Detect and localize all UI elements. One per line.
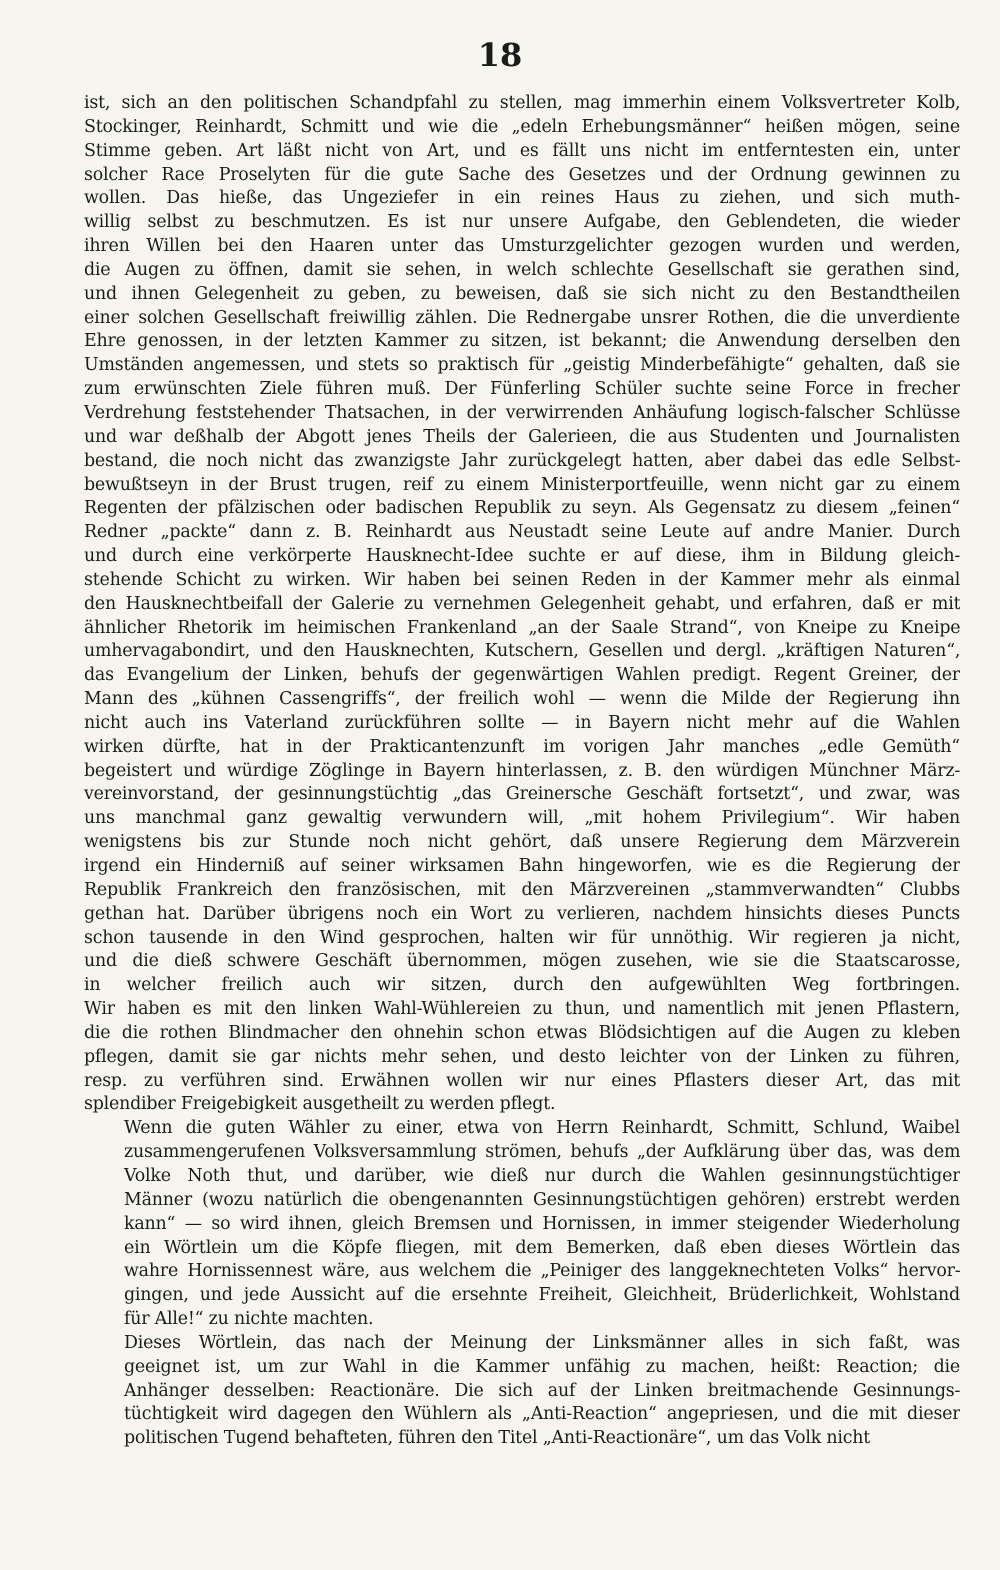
text-line: gingen, und jede Aussicht auf die ersehnte Freiheit, Gleichheit, Brüderlichkeit, Wohlstand — [124, 1285, 960, 1306]
text-line: gethan hat. Darüber übrigens noch ein Wort zu verlieren, nachdem hinsichts dieses Puncts — [84, 903, 960, 924]
page-number: 18 — [477, 36, 523, 74]
text-line: splendiber Freigebigkeit ausgetheilt zu werden pflegt. — [84, 1094, 556, 1115]
text-line: Männer (wozu natürlich die obengenannten Gesinnungstüchtigen gehören) erstrebt werden — [124, 1189, 960, 1210]
text-line: umhervagabondirt, und den Hausknechten, Kutschern, Gesellen und dergl. „kräftigen Naturen“, — [84, 641, 960, 662]
text-line: und ihnen Gelegenheit zu geben, zu beweisen, daß sie sich nicht zu den Bestandtheilen — [84, 283, 960, 304]
text-line: einer solchen Gesellschaft freiwillig zählen. Die Rednergabe unsrer Rothen, die die unverdiente — [84, 307, 960, 328]
text-line: kann“ — so wird ihnen, gleich Bremsen und Hornissen, in immer steigender Wiederholung — [124, 1213, 960, 1234]
text-line: wirken dürfte, hat in der Prakticantenzunft im vorigen Jahr manches „edle Gemüth“ — [84, 736, 960, 757]
text-line: Stimme geben. Art läßt nicht von Art, und es fällt uns nicht im entferntesten ein, unter — [84, 140, 960, 161]
paragraph — [84, 1332, 960, 1451]
body-text — [84, 92, 960, 1451]
text-line: geeignet ist, um zur Wahl in die Kammer unfähig zu machen, heißt: Reaction; die — [124, 1356, 960, 1377]
text-line: Ehre genossen, in der letzten Kammer zu sitzen, ist bekannt; die Anwendung derselben den — [84, 331, 960, 352]
paragraph — [84, 92, 960, 1117]
text-line: Stockinger, Reinhardt, Schmitt und wie die „edeln Erhebungsmänner“ heißen mögen, seine — [84, 116, 960, 137]
text-line: Verdrehung feststehender Thatsachen, in der verwirrenden Anhäufung logisch-falscher Schlüsse — [84, 402, 960, 423]
text-line: Wir haben es mit den linken Wahl-Wühlereien zu thun, und namentlich mit jenen Pflastern, — [84, 999, 960, 1020]
text-line: Umständen angemessen, und stets so praktisch für „geistig Minderbefähigte“ gehalten, daß sie — [84, 355, 960, 376]
text-line: politischen Tugend behafteten, führen den Titel „Anti-Reactionäre“, um das Volk nicht — [124, 1428, 871, 1449]
text-line: bestand, die noch nicht das zwanzigste Jahr zurückgelegt hatten, aber dabei das edle Selbst- — [84, 450, 960, 471]
paragraph — [84, 1117, 960, 1332]
text-line: zum erwünschten Ziele führen muß. Der Fünferling Schüler suchte seine Force in frecher — [84, 379, 960, 400]
text-line: vereinvorstand, der gesinnungstüchtig „das Greinersche Geschäft fortsetzt“, und zwar, was — [84, 784, 960, 805]
text-line: tüchtigkeit wird dagegen den Wühlern als „Anti-Reaction“ angepriesen, und die mit dieser — [124, 1404, 960, 1425]
text-line: ist, sich an den politischen Schandpfahl zu stellen, mag immerhin einem Volksvertreter Kolb, — [84, 93, 960, 113]
text-line: willig selbst zu beschmutzen. Es ist nur unsere Aufgabe, den Geblendeten, die wieder — [84, 212, 960, 233]
text-line: irgend ein Hinderniß auf seiner wirksamen Bahn hingeworfen, wie es die Regierung der — [84, 856, 960, 876]
text-line: Redner „packte“ dann z. B. Reinhardt aus Neustadt seine Leute auf andre Manier. Durch — [84, 522, 960, 543]
text-line: stehende Schicht zu wirken. Wir haben bei seinen Reden in der Kammer mehr als einmal — [84, 569, 960, 590]
text-line: wahre Hornissennest wäre, aus welchem die „Peiniger des langgeknechteten Volks“ hervor- — [124, 1261, 960, 1282]
text-line: Wenn die guten Wähler zu einer, etwa von Herrn Reinhardt, Schmitt, Schlund, Waibel — [124, 1118, 960, 1139]
text-line: und die dieß schwere Geschäft übernommen, mögen zusehen, wie sie die Staatscarosse, — [84, 951, 960, 972]
text-line: den Hausknechtbeifall der Galerie zu vernehmen Gelegenheit gehabt, und erfahren, daß er mit — [84, 593, 960, 614]
text-line: Republik Frankreich den französischen, mit den Märzvereinen „stammverwandten“ Clubbs — [84, 879, 960, 900]
text-line: wollen. Das hieße, das Ungeziefer in ein reines Haus zu ziehen, und sich muth- — [84, 188, 960, 209]
text-line: ein Wörtlein um die Köpfe fliegen, mit dem Bemerken, daß eben dieses Wörtlein das — [124, 1237, 960, 1258]
text-line: resp. zu verführen sind. Erwähnen wollen wir nur eines Pflasters dieser Art, das mit — [84, 1070, 960, 1091]
text-line: solcher Race Proselyten für die gute Sache des Gesetzes und der Ordnung gewinnen zu — [84, 164, 960, 185]
text-line: begeistert und würdige Zöglinge in Bayern hinterlassen, z. B. den würdigen Münchner März- — [84, 760, 960, 781]
text-line: nicht auch ins Vaterland zurückführen sollte — in Bayern nicht mehr auf die Wahlen — [84, 712, 960, 733]
text-line: die Augen zu öffnen, damit sie sehen, in welch schlechte Gesellschaft sie gerathen sind, — [84, 259, 960, 280]
text-line: die die rothen Blindmacher den ohnehin schon etwas Blödsichtigen auf die Augen zu kleben — [84, 1022, 960, 1043]
text-line: in welcher freilich auch wir sitzen, durch den aufgewühlten Weg fortbringen. — [84, 975, 960, 996]
text-line: Anhänger desselben: Reactionäre. Die sich auf der Linken breitmachende Gesinnungs- — [124, 1380, 960, 1401]
text-line: wenigstens bis zur Stunde noch nicht gehört, daß unsere Regierung dem Märzverein — [84, 832, 960, 853]
text-line: Dieses Wörtlein, das nach der Meinung der Linksmänner alles in sich faßt, was — [124, 1332, 960, 1353]
text-line: ihren Willen bei den Haaren unter das Umsturzgelichter gezogen wurden und werden, — [84, 236, 960, 257]
text-line: pflegen, damit sie gar nichts mehr sehen, und desto leichter von der Linken zu führen, — [84, 1046, 960, 1067]
text-line: Mann des „kühnen Cassengriffs“, der freilich wohl — wenn die Milde der Regierung ihn — [84, 689, 960, 710]
text-line: schon tausende in den Wind gesprochen, halten wir für unnöthig. Wir regieren ja nicht, — [84, 927, 960, 948]
text-line: uns manchmal ganz gewaltig verwundern will, „mit hohem Privilegium“. Wir haben — [84, 808, 960, 829]
text-line: das Evangelium der Linken, behufs der gegenwärtigen Wahlen predigt. Regent Greiner, der — [84, 665, 960, 686]
text-line: Volke Noth thut, und darüber, wie dieß nur durch die Wahlen gesinnungstüchtiger — [124, 1165, 960, 1186]
text-line: und war deßhalb der Abgott jenes Theils der Galerieen, die aus Studenten und Journalisten — [84, 426, 960, 447]
text-line: Regenten der pfälzischen oder badischen Republik zu seyn. Als Gegensatz zu diesem „feinen“ — [84, 498, 960, 519]
text-line: für Alle!“ zu nichte machten. — [124, 1309, 374, 1330]
text-line: zusammengerufenen Volksversammlung strömen, behufs „der Aufklärung über das, was dem — [124, 1142, 960, 1163]
text-line: bewußtseyn in der Brust trugen, reif zu einem Ministerportfeuille, wenn nicht gar zu einem — [84, 474, 960, 495]
text-line: und durch eine verkörperte Hausknecht-Idee suchte er auf diese, ihm in Bildung gleich- — [84, 546, 960, 567]
text-line: ähnlicher Rhetorik im heimischen Frankenland „an der Saale Strand“, von Kneipe zu Kneipe — [84, 617, 960, 638]
